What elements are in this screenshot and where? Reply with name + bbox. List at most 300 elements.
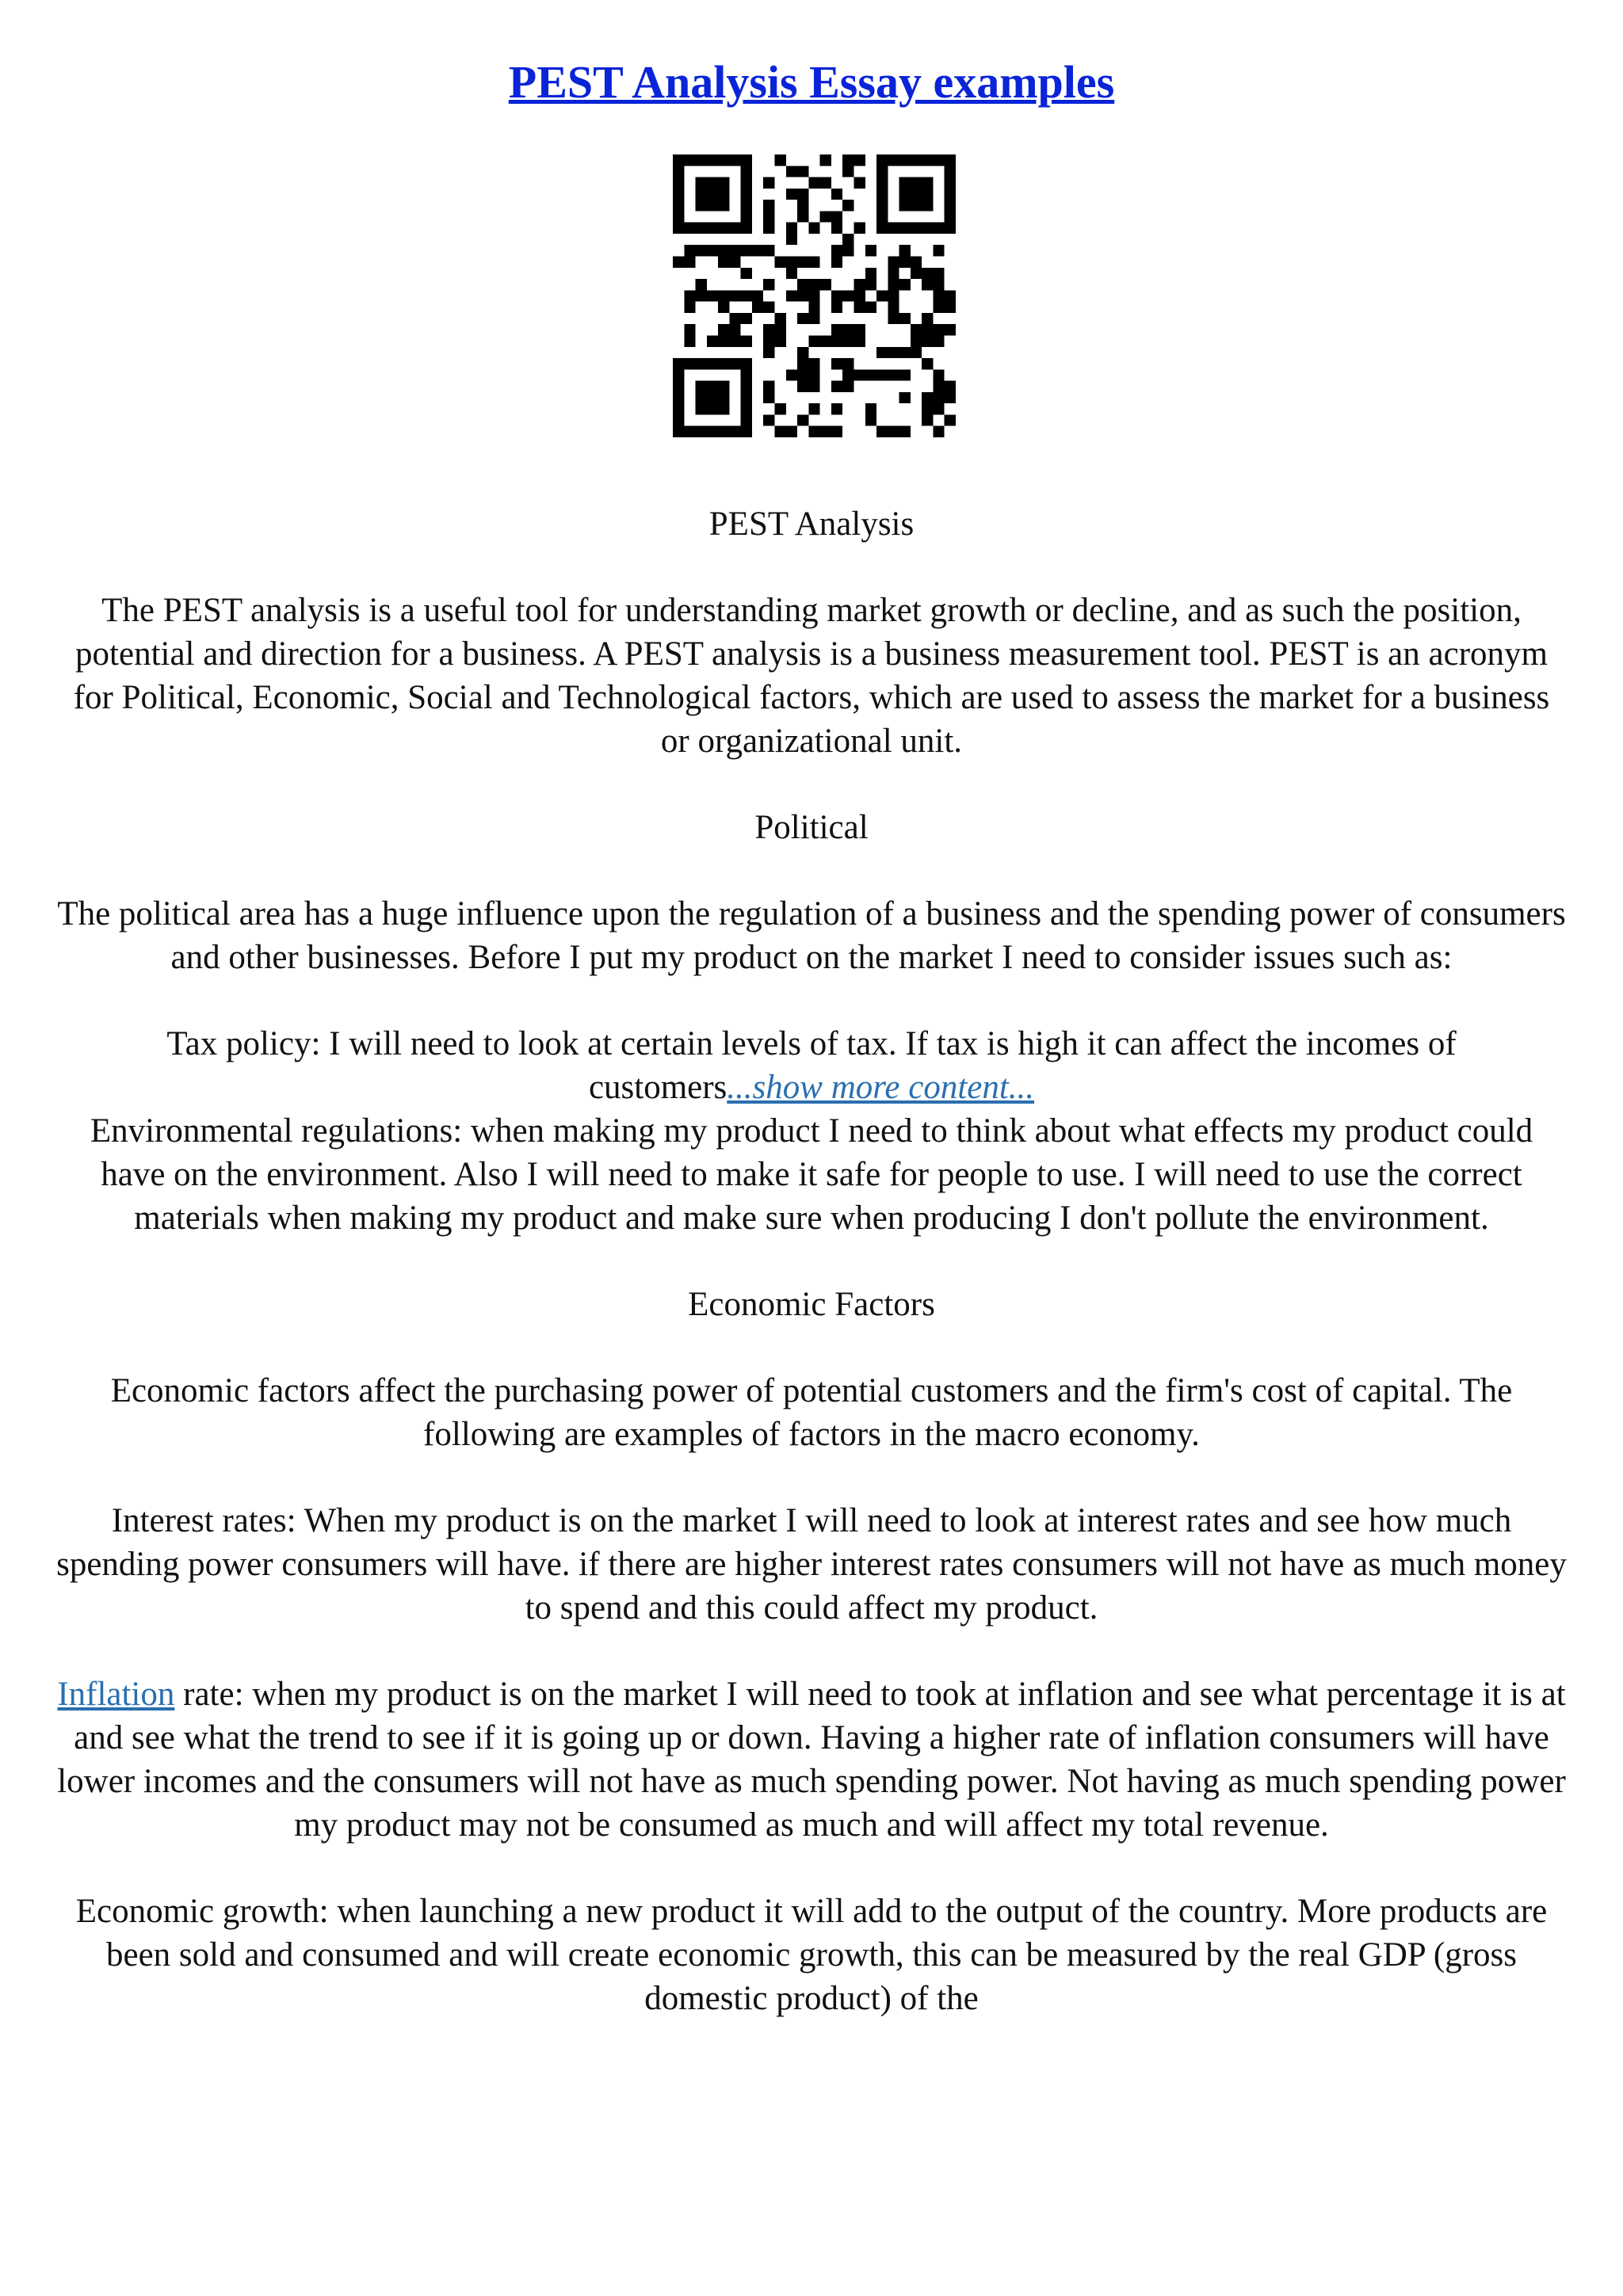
qr-module — [673, 166, 684, 177]
qr-module — [865, 403, 876, 414]
qr-module — [741, 290, 752, 301]
qr-module — [763, 347, 774, 358]
qr-module — [696, 290, 707, 301]
qr-module — [933, 290, 944, 301]
qr-module — [718, 154, 729, 166]
qr-module — [945, 154, 956, 166]
qr-module — [775, 335, 786, 346]
qr-module — [673, 369, 684, 380]
qr-module — [797, 200, 808, 211]
qr-module — [831, 245, 842, 256]
qr-module — [786, 166, 797, 177]
qr-module — [922, 268, 933, 279]
qr-module — [876, 369, 888, 380]
qr-module — [673, 381, 684, 392]
qr-module — [775, 154, 786, 166]
qr-module — [899, 313, 911, 324]
inflation-paragraph — [55, 1672, 1568, 1847]
qr-module — [673, 211, 684, 222]
qr-module — [684, 335, 695, 346]
qr-module — [797, 414, 808, 425]
qr-module — [831, 358, 842, 369]
qr-module — [786, 290, 797, 301]
qr-module — [741, 403, 752, 414]
qr-module — [922, 358, 933, 369]
qr-module — [696, 200, 707, 211]
qr-module — [673, 189, 684, 200]
qr-module — [673, 154, 684, 166]
qr-module — [808, 223, 819, 234]
qr-module — [911, 177, 922, 189]
qr-module — [797, 381, 808, 392]
qr-module — [899, 223, 911, 234]
essay-body — [55, 502, 1568, 2063]
qr-module — [718, 335, 729, 346]
qr-module — [945, 381, 956, 392]
qr-module — [786, 369, 797, 380]
qr-module — [763, 211, 774, 222]
qr-module — [752, 302, 763, 313]
qr-module — [729, 335, 740, 346]
qr-module — [842, 369, 854, 380]
qr-module — [707, 189, 718, 200]
qr-module — [842, 234, 854, 245]
qr-module — [707, 403, 718, 414]
intro-paragraph: The PEST analysis is a useful tool for understanding market growth or decline, and as such the position, potential and direction for a business. A PEST analysis is a business measurement tool. PEST is an acronym for Political, Economic, Social and Technological factors, which are used to assess the market for a business or organizational unit. — [73, 592, 1550, 760]
qr-module — [718, 426, 729, 437]
qr-module — [831, 403, 842, 414]
qr-module — [888, 369, 899, 380]
qr-module — [741, 369, 752, 380]
qr-module — [707, 335, 718, 346]
qr-module — [763, 279, 774, 290]
qr-module — [741, 166, 752, 177]
qr-module — [707, 245, 718, 256]
qr-module — [911, 154, 922, 166]
qr-module — [842, 290, 854, 301]
qr-module — [718, 381, 729, 392]
qr-module — [696, 223, 707, 234]
qr-module — [729, 257, 740, 268]
qr-module — [842, 381, 854, 392]
qr-module — [876, 189, 888, 200]
qr-module — [831, 211, 842, 222]
qr-module — [775, 313, 786, 324]
qr-module — [922, 313, 933, 324]
qr-module — [763, 302, 774, 313]
qr-module — [707, 223, 718, 234]
qr-module — [797, 290, 808, 301]
qr-module — [922, 392, 933, 403]
inflation-link[interactable]: Inflation — [57, 1676, 175, 1713]
qr-module — [741, 211, 752, 222]
qr-module — [899, 279, 911, 290]
qr-module — [899, 426, 911, 437]
qr-module — [741, 335, 752, 346]
qr-module — [741, 154, 752, 166]
qr-module — [786, 268, 797, 279]
qr-module — [899, 257, 911, 268]
qr-module — [786, 189, 797, 200]
qr-module — [797, 369, 808, 380]
qr-module — [729, 324, 740, 335]
economic-paragraph: Economic factors affect the purchasing power of potential customers and the firm's cost of capital. The following are examples of factors in the macro economy. — [110, 1372, 1513, 1453]
qr-module — [673, 414, 684, 425]
qr-module — [808, 426, 819, 437]
qr-module — [820, 177, 831, 189]
qr-module — [718, 302, 729, 313]
qr-module — [876, 177, 888, 189]
qr-module — [899, 347, 911, 358]
qr-module — [797, 358, 808, 369]
qr-module — [673, 177, 684, 189]
tax-policy-paragraph — [55, 1022, 1568, 1109]
qr-module — [933, 279, 944, 290]
qr-module — [945, 166, 956, 177]
political-paragraph: The political area has a huge influence upon the regulation of a business and the spending power of consumers and other businesses. Before I put my product on the market I need to consider issues such as: — [57, 895, 1566, 976]
heading-economic-factors: Economic Factors — [688, 1286, 935, 1323]
qr-module — [797, 211, 808, 222]
interest-rates-paragraph: Interest rates: When my product is on the market I will need to look at interest rates and see how much spending power consumers will have. if there are higher interest rates consumers will not have as much money to spend and this could affect my product. — [56, 1502, 1567, 1627]
qr-module — [752, 245, 763, 256]
qr-module — [888, 347, 899, 358]
heading-pest-analysis: PEST Analysis — [708, 505, 915, 543]
qr-module — [888, 313, 899, 324]
qr-module — [922, 324, 933, 335]
qr-module — [854, 324, 865, 335]
qr-module — [718, 358, 729, 369]
qr-module — [820, 426, 831, 437]
qr-module — [763, 414, 774, 425]
qr-module — [933, 403, 944, 414]
qr-module — [865, 245, 876, 256]
qr-module — [673, 200, 684, 211]
qr-module — [876, 154, 888, 166]
qr-module — [899, 245, 911, 256]
qr-module — [899, 392, 911, 403]
qr-module — [741, 177, 752, 189]
qr-module — [922, 279, 933, 290]
qr-module — [933, 223, 944, 234]
qr-module — [741, 381, 752, 392]
qr-module — [673, 392, 684, 403]
qr-module — [933, 381, 944, 392]
qr-module — [888, 154, 899, 166]
qr-module — [865, 268, 876, 279]
qr-module — [933, 268, 944, 279]
qr-module — [933, 392, 944, 403]
qr-module — [684, 245, 695, 256]
qr-module — [842, 200, 854, 211]
qr-module — [865, 302, 876, 313]
qr-module — [899, 200, 911, 211]
qr-module — [718, 200, 729, 211]
qr-module — [763, 245, 774, 256]
qr-module — [820, 211, 831, 222]
qr-module — [718, 189, 729, 200]
qr-module — [741, 189, 752, 200]
qr-module — [911, 223, 922, 234]
qr-module — [786, 223, 797, 234]
qr-module — [899, 189, 911, 200]
qr-module — [854, 177, 865, 189]
qr-module — [752, 290, 763, 301]
qr-module — [842, 245, 854, 256]
qr-module — [945, 211, 956, 222]
qr-module — [945, 177, 956, 189]
qr-module — [797, 279, 808, 290]
qr-module — [696, 189, 707, 200]
qr-module — [865, 279, 876, 290]
qr-module — [888, 279, 899, 290]
qr-module — [763, 335, 774, 346]
qr-module — [820, 279, 831, 290]
qr-module — [718, 290, 729, 301]
qr-module — [808, 177, 819, 189]
qr-module — [729, 154, 740, 166]
qr-module — [786, 234, 797, 245]
qr-module — [741, 313, 752, 324]
qr-module — [684, 154, 695, 166]
qr-module — [888, 268, 899, 279]
qr-module — [684, 302, 695, 313]
qr-module — [741, 358, 752, 369]
qr-module — [831, 324, 842, 335]
qr-module — [831, 223, 842, 234]
qr-module — [673, 426, 684, 437]
qr-module — [899, 369, 911, 380]
qr-module — [707, 358, 718, 369]
qr-module — [741, 200, 752, 211]
qr-module — [854, 302, 865, 313]
inflation-text: rate: when my product is on the market I will need to took at inflation and see what percentage it is at and see what the trend to see if it is going up or down. Having a higher rate of inflation consumers will have lower incomes and the consumers will not have as much spending power. Not having as much spending power my product may not be consumed as much and will affect my total revenue. — [57, 1676, 1566, 1844]
qr-module — [945, 200, 956, 211]
qr-module — [945, 189, 956, 200]
qr-module — [808, 403, 819, 414]
qr-module — [808, 279, 819, 290]
qr-module — [775, 403, 786, 414]
qr-module — [718, 177, 729, 189]
qr-module — [933, 324, 944, 335]
qr-module — [808, 313, 819, 324]
qr-module — [741, 245, 752, 256]
qr-module — [922, 223, 933, 234]
qr-module — [933, 302, 944, 313]
qr-module — [945, 302, 956, 313]
qr-module — [684, 358, 695, 369]
qr-module — [854, 335, 865, 346]
qr-module — [899, 177, 911, 189]
qr-module — [763, 381, 774, 392]
qr-module — [763, 177, 774, 189]
qr-module — [922, 403, 933, 414]
qr-module — [911, 200, 922, 211]
qr-module — [797, 166, 808, 177]
qr-module — [911, 324, 922, 335]
qr-module — [922, 414, 933, 425]
qr-module — [684, 324, 695, 335]
qr-module — [933, 245, 944, 256]
title-container — [0, 55, 1623, 109]
qr-module — [729, 223, 740, 234]
qr-module — [911, 189, 922, 200]
show-more-link[interactable]: ...show more content... — [727, 1069, 1035, 1106]
qr-module — [741, 426, 752, 437]
qr-module — [831, 335, 842, 346]
qr-module — [933, 335, 944, 346]
qr-module — [684, 290, 695, 301]
qr-module — [718, 324, 729, 335]
qr-code-icon — [673, 154, 956, 437]
qr-module — [888, 426, 899, 437]
heading-political: Political — [754, 809, 869, 846]
qr-module — [922, 200, 933, 211]
qr-module — [707, 381, 718, 392]
qr-module — [763, 324, 774, 335]
qr-module — [820, 154, 831, 166]
qr-module — [945, 290, 956, 301]
tax-policy-text: Tax policy: I will need to look at certain levels of tax. If tax is high it can affect the incomes of customers — [166, 1025, 1457, 1106]
qr-module — [888, 257, 899, 268]
qr-module — [854, 290, 865, 301]
qr-module — [911, 335, 922, 346]
qr-module — [775, 257, 786, 268]
qr-module — [718, 257, 729, 268]
qr-module — [933, 369, 944, 380]
qr-module — [673, 223, 684, 234]
qr-module — [922, 177, 933, 189]
qr-module — [775, 324, 786, 335]
qr-module — [842, 166, 854, 177]
qr-module — [808, 335, 819, 346]
qr-module — [729, 358, 740, 369]
qr-module — [808, 302, 819, 313]
qr-module — [831, 257, 842, 268]
qr-module — [696, 381, 707, 392]
qr-module — [684, 257, 695, 268]
qr-module — [729, 313, 740, 324]
qr-module — [729, 245, 740, 256]
qr-module — [888, 290, 899, 301]
page-title-link[interactable]: PEST Analysis Essay examples — [508, 56, 1115, 108]
qr-module — [876, 290, 888, 301]
qr-module — [854, 154, 865, 166]
qr-module — [673, 358, 684, 369]
qr-module — [808, 358, 819, 369]
qr-module — [786, 257, 797, 268]
qr-module — [831, 189, 842, 200]
environment-paragraph: Environmental regulations: when making my product I need to think about what effects my product could have on the environment. Also I will need to make it safe for people to use. I will need to use the correct materials when making my product and make sure when producing I don't pollute the environment. — [90, 1112, 1533, 1237]
qr-module — [786, 426, 797, 437]
qr-module — [696, 177, 707, 189]
qr-module — [911, 257, 922, 268]
qr-module — [876, 200, 888, 211]
qr-module — [729, 426, 740, 437]
qr-module — [842, 358, 854, 369]
qr-module — [865, 414, 876, 425]
qr-module — [797, 347, 808, 358]
qr-module — [729, 290, 740, 301]
qr-module — [696, 154, 707, 166]
qr-module — [741, 223, 752, 234]
qr-module — [888, 223, 899, 234]
qr-module — [684, 426, 695, 437]
qr-module — [707, 290, 718, 301]
qr-module — [696, 403, 707, 414]
qr-module — [876, 166, 888, 177]
qr-module — [763, 223, 774, 234]
qr-module — [831, 302, 842, 313]
qr-module — [945, 414, 956, 425]
qr-module — [876, 347, 888, 358]
qr-module — [831, 381, 842, 392]
qr-module — [922, 335, 933, 346]
qr-module — [899, 154, 911, 166]
qr-module — [718, 245, 729, 256]
qr-module — [707, 200, 718, 211]
qr-module — [854, 223, 865, 234]
qr-module — [854, 279, 865, 290]
qr-module — [718, 223, 729, 234]
qr-module — [945, 324, 956, 335]
qr-module — [842, 324, 854, 335]
qr-module — [741, 392, 752, 403]
qr-module — [684, 223, 695, 234]
qr-module — [673, 403, 684, 414]
qr-module — [696, 392, 707, 403]
qr-module — [718, 403, 729, 414]
qr-module — [876, 426, 888, 437]
qr-module — [696, 245, 707, 256]
qr-module — [933, 426, 944, 437]
qr-module — [707, 392, 718, 403]
qr-module — [696, 358, 707, 369]
qr-module — [707, 154, 718, 166]
qr-module — [741, 268, 752, 279]
qr-module — [797, 189, 808, 200]
qr-module — [707, 426, 718, 437]
qr-module — [831, 290, 842, 301]
qr-module — [876, 211, 888, 222]
qr-module — [854, 369, 865, 380]
qr-module — [820, 335, 831, 346]
qr-module — [831, 426, 842, 437]
qr-module — [842, 154, 854, 166]
qr-module — [911, 347, 922, 358]
qr-module — [763, 200, 774, 211]
qr-module — [808, 369, 819, 380]
qr-module — [797, 257, 808, 268]
economic-growth-paragraph: Economic growth: when launching a new product it will add to the output of the country. More products are been sold and consumed and will create economic growth, this can be measured by the real GDP (gross domestic product) of the — [75, 1893, 1548, 2017]
qr-module — [808, 381, 819, 392]
qr-module — [842, 335, 854, 346]
qr-module — [696, 426, 707, 437]
qr-module — [797, 313, 808, 324]
qr-module — [763, 392, 774, 403]
qr-module — [808, 290, 819, 301]
qr-module — [911, 268, 922, 279]
qr-module — [718, 392, 729, 403]
qr-module — [876, 223, 888, 234]
qr-module — [696, 279, 707, 290]
qr-module — [933, 154, 944, 166]
qr-module — [922, 154, 933, 166]
qr-module — [945, 392, 956, 403]
qr-module — [808, 257, 819, 268]
qr-module — [945, 223, 956, 234]
qr-module — [673, 257, 684, 268]
qr-module — [741, 414, 752, 425]
